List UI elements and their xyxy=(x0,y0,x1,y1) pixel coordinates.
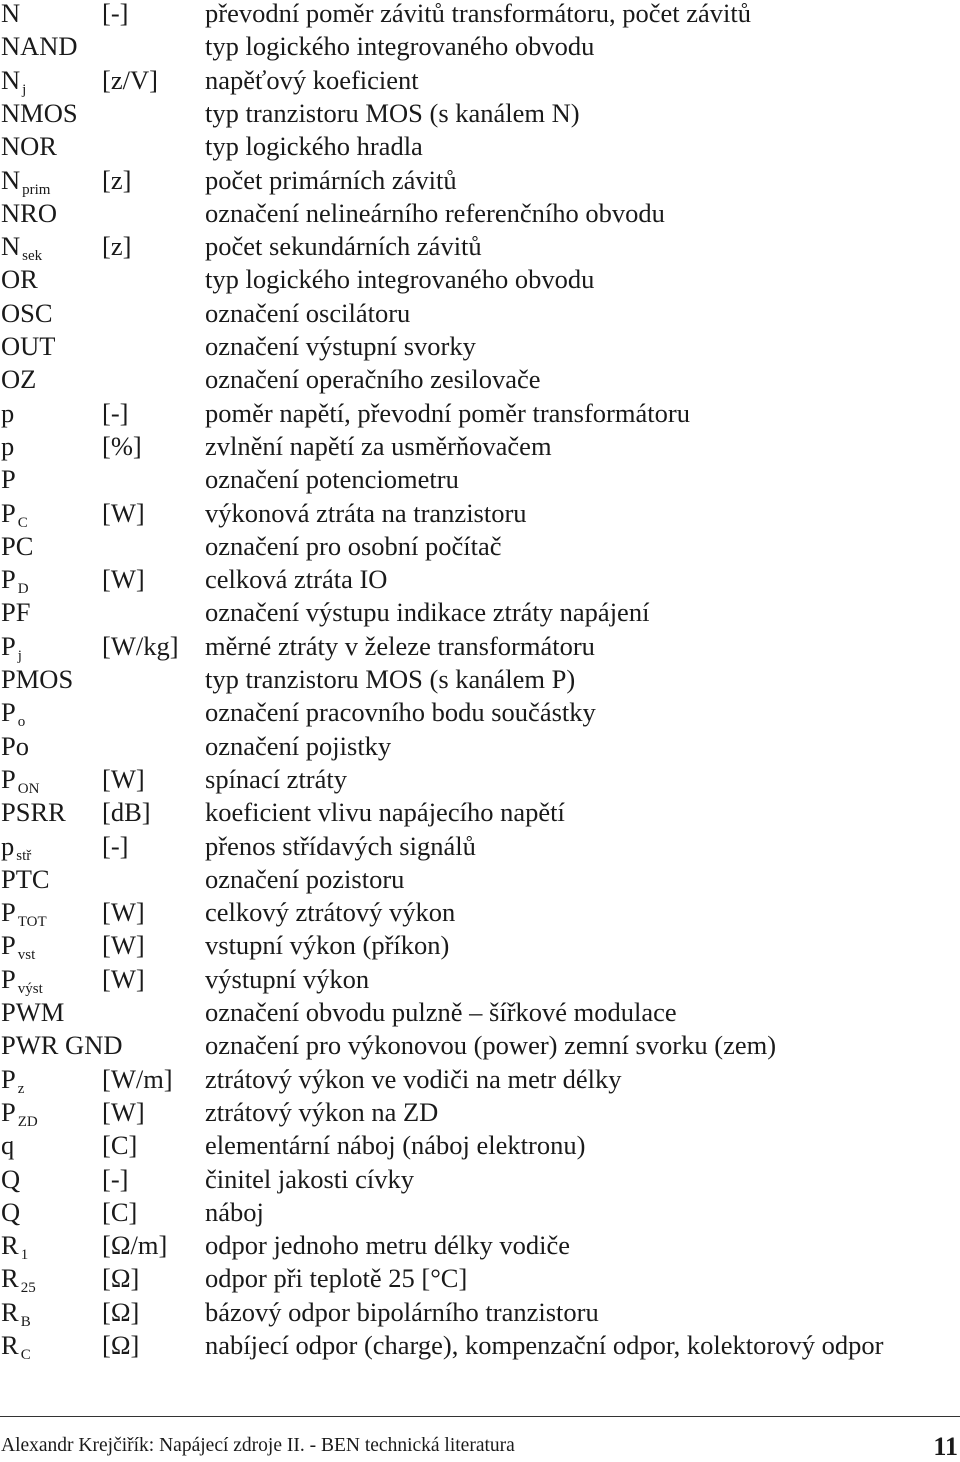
description: zvlnění napětí za usměrňovačem xyxy=(205,430,552,461)
description: označení pojistky xyxy=(205,730,392,761)
list-item xyxy=(0,530,960,563)
unit: [W] xyxy=(102,763,145,794)
unit: [W] xyxy=(102,963,145,994)
unit: [W] xyxy=(102,564,145,595)
symbol-subscript: 25 xyxy=(20,1280,36,1297)
list-item xyxy=(0,64,960,97)
list-item xyxy=(0,1329,960,1362)
symbol-main: p xyxy=(1,830,15,861)
symbol-main: N xyxy=(1,64,21,95)
symbol-main: P xyxy=(1,963,16,994)
list-item xyxy=(0,963,960,996)
symbol-main: N xyxy=(1,0,21,28)
symbol xyxy=(1,796,66,829)
list-item xyxy=(0,0,960,30)
symbol xyxy=(1,596,30,629)
description: počet sekundárních závitů xyxy=(205,231,482,262)
description: typ tranzistoru MOS (s kanálem N) xyxy=(205,97,580,128)
description: označení pro výkonovou (power) zemní svorku (zem) xyxy=(205,1030,777,1061)
list-item xyxy=(0,197,960,230)
symbol-subscript: TOT xyxy=(17,914,47,931)
symbol xyxy=(1,1262,36,1295)
symbol xyxy=(1,896,47,929)
footer-rule xyxy=(0,1416,960,1417)
list-item xyxy=(0,397,960,430)
description: bázový odpor bipolárního tranzistoru xyxy=(205,1296,599,1327)
list-item xyxy=(0,230,960,263)
symbol-subscript: 1 xyxy=(20,1247,29,1264)
list-item xyxy=(0,696,960,729)
page-number: 11 xyxy=(933,1432,958,1461)
description: převodní poměr závitů transformátoru, počet závitů xyxy=(205,0,752,28)
symbol-main: P xyxy=(1,897,16,928)
list-item xyxy=(0,796,960,829)
unit: [W] xyxy=(102,1096,145,1127)
list-item xyxy=(0,596,960,629)
unit: [-] xyxy=(102,830,129,861)
symbol-main: p xyxy=(1,430,15,461)
list-item xyxy=(0,563,960,596)
unit: [-] xyxy=(102,397,129,428)
symbol xyxy=(1,30,78,63)
symbol-main: P xyxy=(1,763,16,794)
description: poměr napětí, převodní poměr transformátoru xyxy=(205,397,690,428)
description: typ logického hradla xyxy=(205,131,423,162)
list-item xyxy=(0,663,960,696)
symbol-main: Po xyxy=(1,730,29,761)
list-item xyxy=(0,463,960,496)
description: celková ztráta IO xyxy=(205,564,388,595)
unit: [Ω/m] xyxy=(102,1230,168,1261)
unit: [W/kg] xyxy=(102,630,179,661)
list-item xyxy=(0,1029,960,1062)
symbol-subscript: o xyxy=(17,714,26,731)
description: ztrátový výkon na ZD xyxy=(205,1096,439,1127)
list-item xyxy=(0,363,960,396)
unit: [z/V] xyxy=(102,64,158,95)
symbol-main: PMOS xyxy=(1,664,74,694)
list-item xyxy=(0,1296,960,1329)
symbol xyxy=(1,1029,122,1062)
list-item xyxy=(0,730,960,763)
description: spínací ztráty xyxy=(205,763,348,794)
symbol-main: q xyxy=(1,1130,15,1161)
symbol xyxy=(1,663,73,696)
unit: [C] xyxy=(102,1130,138,1161)
symbol-main: P xyxy=(1,930,16,961)
symbol-main: P xyxy=(1,464,16,495)
symbol-subscript: stř xyxy=(16,847,32,864)
description: ztrátový výkon ve vodiči na metr délky xyxy=(205,1063,622,1094)
description: celkový ztrátový výkon xyxy=(205,897,456,928)
description: označení pracovního bodu součástky xyxy=(205,697,596,728)
symbol xyxy=(1,1196,20,1229)
symbol-subscript: sek xyxy=(22,248,43,265)
description: označení oscilátoru xyxy=(205,297,411,328)
symbol xyxy=(1,164,50,197)
list-item xyxy=(0,30,960,63)
symbol xyxy=(1,297,53,330)
list-item xyxy=(0,1129,960,1162)
symbol-subscript: z xyxy=(17,1080,25,1097)
description: označení pozistoru xyxy=(205,863,405,894)
description: označení obvodu pulzně – šířkové modulace xyxy=(205,997,677,1027)
symbol-subscript: B xyxy=(20,1313,31,1330)
symbol-main: N xyxy=(1,164,21,195)
unit: [W] xyxy=(102,897,145,928)
symbol-main: PWM xyxy=(1,997,65,1027)
symbol-main: R xyxy=(1,1263,19,1294)
symbol-main: R xyxy=(1,1230,19,1261)
list-item xyxy=(0,430,960,463)
symbol xyxy=(1,463,16,496)
list-item xyxy=(0,896,960,929)
list-item xyxy=(0,830,960,863)
description: činitel jakosti cívky xyxy=(205,1163,415,1194)
symbol-main: p xyxy=(1,397,15,428)
symbol-main: PSRR xyxy=(1,797,66,828)
list-item xyxy=(0,130,960,163)
list-item xyxy=(0,164,960,197)
symbol xyxy=(1,863,50,896)
symbol xyxy=(1,963,43,996)
description: označení operačního zesilovače xyxy=(205,364,541,395)
list-item xyxy=(0,497,960,530)
symbol-main: OUT xyxy=(1,331,56,361)
symbol-subscript: j xyxy=(17,647,22,664)
description: označení pro osobní počítač xyxy=(205,530,502,561)
description: vstupní výkon (příkon) xyxy=(205,930,450,961)
symbol xyxy=(1,1329,31,1362)
symbol-main: OZ xyxy=(1,364,37,395)
symbol-main: P xyxy=(1,564,16,595)
symbol-main: N xyxy=(1,231,21,262)
unit: [Ω] xyxy=(102,1296,140,1327)
symbol-main: OR xyxy=(1,264,38,295)
unit: [z] xyxy=(102,164,132,195)
symbol-subscript: C xyxy=(20,1347,31,1363)
symbol xyxy=(1,730,29,763)
list-item xyxy=(0,996,960,1029)
description: náboj xyxy=(205,1196,264,1227)
description: počet primárních závitů xyxy=(205,164,457,195)
list-item xyxy=(0,297,960,330)
symbol xyxy=(1,64,26,97)
symbol-subscript: D xyxy=(17,581,29,598)
symbol-subscript: vst xyxy=(17,947,36,964)
symbol-subscript: ON xyxy=(17,780,40,797)
unit: [Ω] xyxy=(102,1330,140,1360)
description: typ logického integrovaného obvodu xyxy=(205,31,595,62)
symbol-main: P xyxy=(1,697,16,728)
symbol-main: P xyxy=(1,1063,16,1094)
description: napěťový koeficient xyxy=(205,64,419,95)
symbol xyxy=(1,130,57,163)
description: výkonová ztráta na tranzistoru xyxy=(205,497,527,528)
list-item xyxy=(0,1063,960,1096)
symbol-main: PWR GND xyxy=(1,1030,123,1061)
symbol-main: Q xyxy=(1,1196,21,1227)
symbol xyxy=(1,0,20,30)
description: nabíjecí odpor (charge), kompenzační odpor, kolektorový odpor xyxy=(205,1330,884,1360)
symbol-main: NOR xyxy=(1,131,57,162)
description: typ logického integrovaného obvodu xyxy=(205,264,595,295)
symbol xyxy=(1,830,31,863)
list-item xyxy=(0,1163,960,1196)
list-item xyxy=(0,1229,960,1262)
symbol xyxy=(1,630,22,663)
symbol-main: R xyxy=(1,1296,19,1327)
footer-text: Alexandr Krejčiřík: Napájecí zdroje II. - BEN technická literatura xyxy=(1,1435,515,1456)
symbol-subscript: C xyxy=(17,514,28,531)
description: měrné ztráty v železe transformátoru xyxy=(205,630,595,661)
description: označení nelineárního referenčního obvodu xyxy=(205,197,665,228)
unit: [C] xyxy=(102,1196,138,1227)
unit: [W] xyxy=(102,497,145,528)
symbol xyxy=(1,230,42,263)
symbol-main: OSC xyxy=(1,297,53,328)
symbol-main: PF xyxy=(1,597,31,628)
symbol-main: PC xyxy=(1,530,34,561)
description: označení potenciometru xyxy=(205,464,459,495)
symbol xyxy=(1,996,64,1029)
list-item xyxy=(0,263,960,296)
list-item xyxy=(0,1262,960,1295)
symbol xyxy=(1,397,14,430)
symbol-main: NAND xyxy=(1,31,78,62)
symbol xyxy=(1,197,57,230)
symbol-subscript: j xyxy=(22,81,27,98)
list-item xyxy=(0,763,960,796)
symbol xyxy=(1,1096,38,1129)
symbol-main: Q xyxy=(1,1163,21,1194)
symbol-main: R xyxy=(1,1330,19,1360)
symbol xyxy=(1,763,39,796)
symbol xyxy=(1,1063,24,1096)
description: označení výstupu indikace ztráty napájení xyxy=(205,597,650,628)
symbol-subscript: prim xyxy=(22,181,51,198)
unit: [-] xyxy=(102,1163,129,1194)
description: odpor jednoho metru délky vodiče xyxy=(205,1230,571,1261)
unit: [Ω] xyxy=(102,1263,140,1294)
description: označení výstupní svorky xyxy=(205,331,476,361)
symbol xyxy=(1,330,55,363)
unit: [W/m] xyxy=(102,1063,173,1094)
unit: [z] xyxy=(102,231,132,262)
symbol-main: PTC xyxy=(1,863,50,894)
list-item xyxy=(0,330,960,363)
symbol xyxy=(1,929,35,962)
symbol-main: P xyxy=(1,497,16,528)
description: elementární náboj (náboj elektronu) xyxy=(205,1130,586,1161)
description: odpor při teplotě 25 [°C] xyxy=(205,1263,468,1294)
symbol xyxy=(1,497,28,530)
symbol xyxy=(1,1129,14,1162)
symbol-main: NMOS xyxy=(1,97,78,128)
symbol xyxy=(1,363,36,396)
symbol xyxy=(1,1163,20,1196)
symbol xyxy=(1,97,78,130)
symbol xyxy=(1,563,29,596)
list-item xyxy=(0,97,960,130)
description: výstupní výkon xyxy=(205,963,370,994)
symbol xyxy=(1,696,25,729)
list-item xyxy=(0,1196,960,1229)
symbol-main: NRO xyxy=(1,197,57,228)
unit: [dB] xyxy=(102,797,151,828)
list-item xyxy=(0,630,960,663)
symbol xyxy=(1,530,33,563)
description: koeficient vlivu napájecího napětí xyxy=(205,797,565,828)
symbol-main: P xyxy=(1,630,16,661)
symbol xyxy=(1,1296,31,1329)
unit: [W] xyxy=(102,930,145,961)
unit: [-] xyxy=(102,0,129,28)
description: přenos střídavých signálů xyxy=(205,830,476,861)
list-item xyxy=(0,1096,960,1129)
unit: [%] xyxy=(102,430,142,461)
symbol-subscript: ZD xyxy=(17,1113,38,1130)
symbol-main: P xyxy=(1,1096,16,1127)
symbol xyxy=(1,1229,28,1262)
symbol-subscript: výst xyxy=(17,980,43,997)
description: typ tranzistoru MOS (s kanálem P) xyxy=(205,664,576,694)
list-item xyxy=(0,863,960,896)
symbol xyxy=(1,430,14,463)
list-item xyxy=(0,929,960,962)
symbol xyxy=(1,263,38,296)
